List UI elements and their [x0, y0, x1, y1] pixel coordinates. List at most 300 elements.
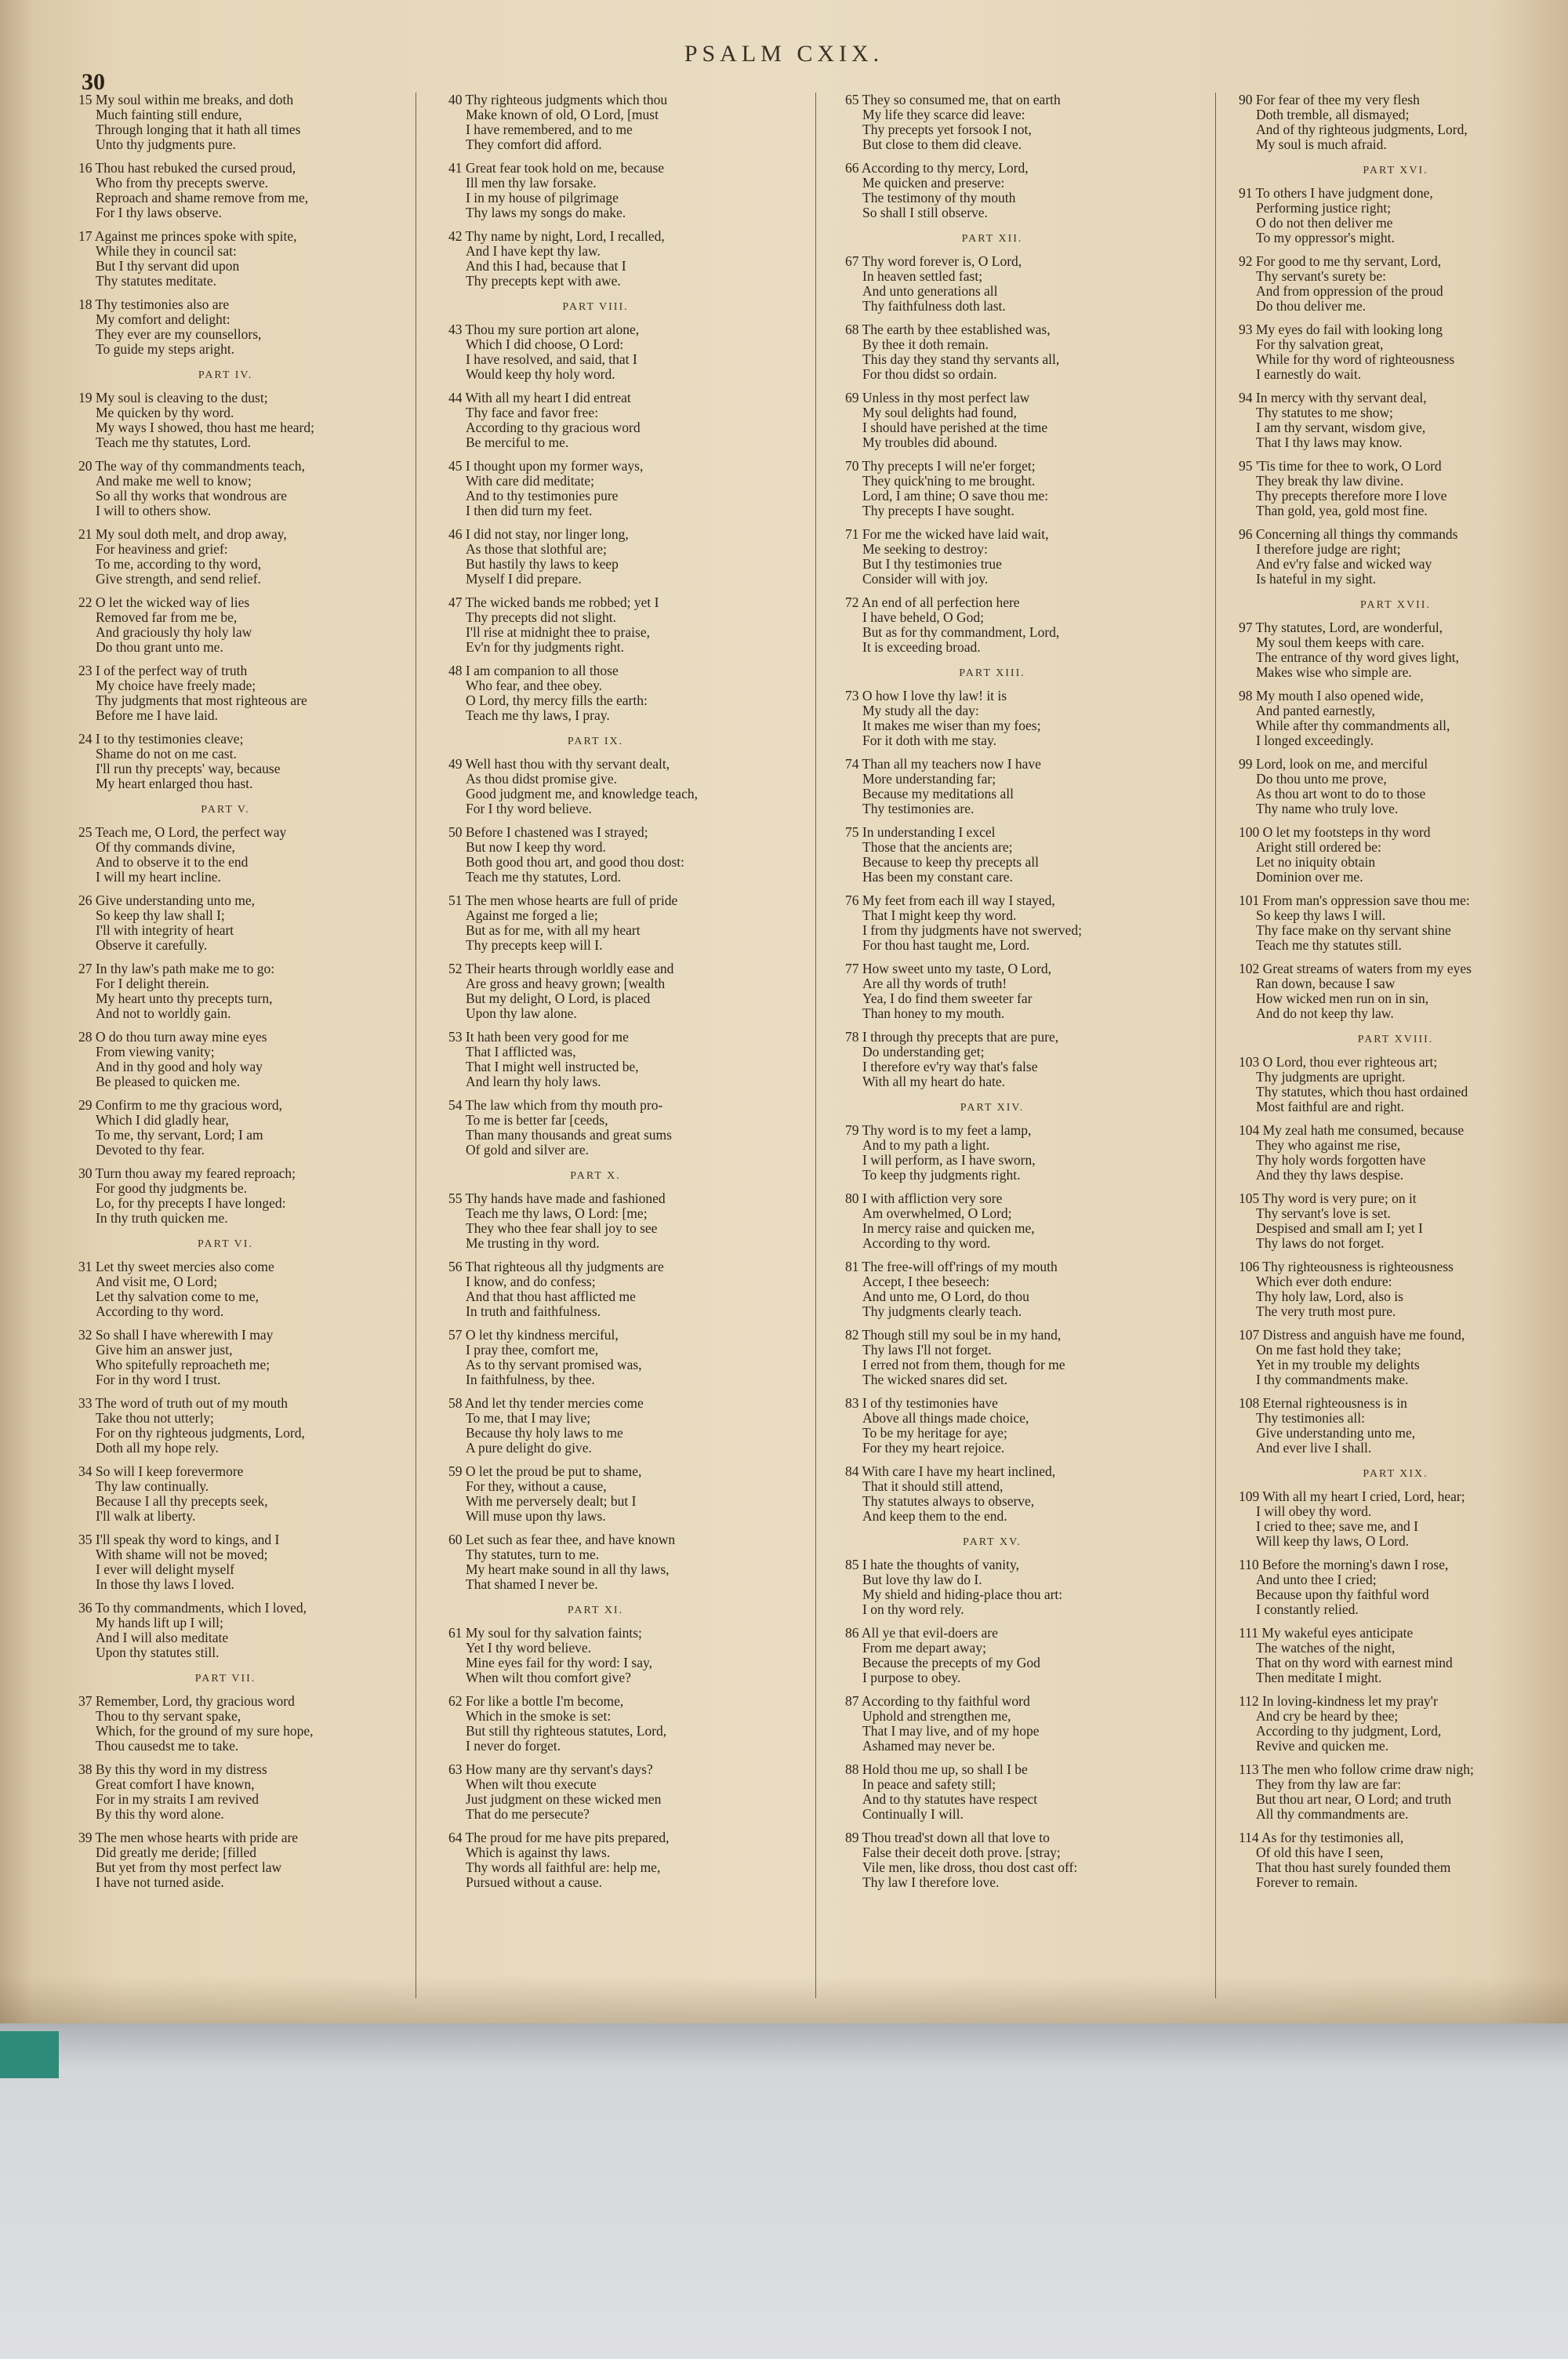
verse-line: Mine eyes fail for thy word: I say, [466, 1656, 652, 1670]
verse-line: As to thy servant promised was, [466, 1358, 642, 1372]
part-heading: PART XIX. [1363, 1468, 1428, 1480]
verse-line: Of gold and silver are. [466, 1143, 589, 1158]
verse [845, 1396, 1139, 1456]
verse [448, 1694, 742, 1754]
verse-line: 29 Confirm to me thy gracious word, [78, 1098, 283, 1113]
verse-line: To my oppressor's might. [1256, 231, 1395, 245]
verse-line: My study all the day: [862, 703, 979, 718]
verse-line: So keep thy laws I will. [1256, 908, 1386, 923]
verse-line: Ev'n for thy judgments right. [466, 640, 624, 655]
verse-line: From viewing vanity; [96, 1045, 215, 1060]
verse-line: 73 O how I love thy law! it is [845, 689, 1007, 703]
verse [845, 1694, 1139, 1754]
verse [448, 663, 742, 723]
verse-line: Observe it carefully. [96, 938, 208, 953]
part-heading: PART VI. [198, 1238, 253, 1250]
verse-line: 19 My soul is cleaving to the dust; [78, 391, 268, 405]
verse-line: 96 Concerning all things thy commands [1239, 527, 1458, 542]
text-column-2 [448, 93, 742, 1899]
verse [448, 825, 742, 885]
verse-line: 109 With all my heart I cried, Lord, hear; [1239, 1489, 1465, 1504]
verse-line: Do understanding get; [862, 1045, 985, 1060]
verse [845, 1464, 1139, 1524]
verse-line: While they in council sat: [96, 244, 237, 259]
verse-line: 91 To others I have judgment done, [1239, 186, 1433, 201]
verse-line: 70 Thy precepts I will ne'er forget; [845, 459, 1036, 474]
verse [1239, 1259, 1552, 1319]
verse [78, 1532, 372, 1592]
verse-line: I have remembered, and to me [466, 122, 633, 137]
verse-line: Which I did choose, O Lord: [466, 337, 624, 352]
verse-line: Which, for the ground of my sure hope, [96, 1724, 314, 1739]
part-heading: PART IV. [198, 369, 253, 381]
verse-line: Thy law continually. [96, 1479, 209, 1494]
verse-line: 68 The earth by thee established was, [845, 322, 1051, 337]
verse [1239, 391, 1552, 450]
verse-line: Thy holy words forgotten have [1256, 1153, 1426, 1168]
verse-line: And they thy laws despise. [1256, 1168, 1404, 1183]
verse-line: Are all thy words of truth! [862, 976, 1007, 991]
verse [1239, 1558, 1552, 1617]
verse-line: 89 Thou tread'st down all that love to [845, 1830, 1050, 1845]
verse-line: My heart unto thy precepts turn, [96, 991, 273, 1006]
verse-line: They quick'ning to me brought. [862, 474, 1036, 489]
verse-line: Reproach and shame remove from me, [96, 191, 309, 205]
verse [448, 1762, 742, 1822]
verse-line: Give him an answer just, [96, 1343, 233, 1358]
verse-line: Take thou not utterly; [96, 1411, 214, 1426]
verse-line: But thou art near, O Lord; and truth [1256, 1792, 1452, 1807]
verse-line: More understanding far; [862, 772, 996, 787]
verse-line: Yet in my trouble my delights [1256, 1358, 1420, 1372]
verse-line: 112 In loving-kindness let my pray'r [1239, 1694, 1438, 1709]
part-heading: PART XVII. [1360, 599, 1431, 611]
verse [448, 391, 742, 450]
verse-line: But I thy testimonies true [862, 557, 1002, 572]
verse-line: As those that slothful are; [466, 542, 607, 557]
verse-line: It is exceeding broad. [862, 640, 981, 655]
verse-line: 102 Great streams of waters from my eyes [1239, 961, 1472, 976]
verse [1239, 1123, 1552, 1183]
verse-line: 35 I'll speak thy word to kings, and I [78, 1532, 280, 1547]
verse-line: But now I keep thy word. [466, 840, 606, 855]
verse [78, 595, 372, 655]
verse [448, 1532, 742, 1592]
verse-line: For I thy laws observe. [96, 205, 222, 220]
verse [448, 1464, 742, 1524]
verse-line: Do thou unto me prove, [1256, 772, 1387, 787]
verse-line: My choice have freely made; [96, 678, 256, 693]
verse [448, 1396, 742, 1456]
verse-line: Those that the ancients are; [862, 840, 1013, 855]
verse-line: Me quicken and preserve: [862, 176, 1005, 191]
verse-line: Lo, for thy precepts I have longed: [96, 1196, 286, 1211]
verse-line: 84 With care I have my heart inclined, [845, 1464, 1056, 1479]
verse-line: I know, and do confess; [466, 1274, 596, 1289]
verse-line: Who from thy precepts swerve. [96, 176, 269, 191]
verse-line: And that thou hast afflicted me [466, 1289, 636, 1304]
verse-line: Thy precepts kept with awe. [466, 274, 621, 289]
verse-line: And ever live I shall. [1256, 1441, 1372, 1456]
verse [78, 663, 372, 723]
verse-line: To be my heritage for aye; [862, 1426, 1007, 1441]
part-heading: PART XII. [961, 233, 1023, 245]
verse-line: False their deceit doth prove. [stray; [862, 1845, 1061, 1860]
verse-line: And to my path a light. [862, 1138, 990, 1153]
verse-line: Thy judgments clearly teach. [862, 1304, 1022, 1319]
verse-line: 53 It hath been very good for me [448, 1030, 629, 1045]
verse-line: 42 Thy name by night, Lord, I recalled, [448, 229, 665, 244]
verse [448, 459, 742, 518]
verse [448, 1259, 742, 1319]
part-heading: PART IX. [567, 736, 624, 747]
verse-line: I cried to thee; save me, and I [1256, 1519, 1418, 1534]
verse [78, 1464, 372, 1524]
page-title: PSALM CXIX. [684, 41, 884, 67]
verse-line: 101 From man's oppression save thou me: [1239, 893, 1470, 908]
verse-line: This day they stand thy servants all, [862, 352, 1060, 367]
verse-line: Most faithful are and right. [1256, 1100, 1405, 1114]
verse-line: My heart make sound in all thy laws, [466, 1562, 670, 1577]
verse-line: Which in the smoke is set: [466, 1709, 612, 1724]
verse-line: Teach me thy statutes, Lord. [96, 435, 252, 450]
verse-line: Upon thy statutes still. [96, 1645, 220, 1660]
verse-line: In mercy raise and quicken me, [862, 1221, 1035, 1236]
verse-line: Ill men thy law forsake. [466, 176, 597, 191]
verse [1239, 93, 1552, 152]
verse-line: And do not keep thy law. [1256, 1006, 1394, 1021]
verse-line: According to thy word. [862, 1236, 991, 1251]
verse-line: Teach me thy statutes still. [1256, 938, 1402, 953]
verse-line: 27 In thy law's path make me to go: [78, 961, 275, 976]
verse-line: And I have kept thy law. [466, 244, 601, 259]
verse-line: 78 I through thy precepts that are pure, [845, 1030, 1059, 1045]
verse [845, 391, 1139, 450]
verse-line: Thy statutes to me show; [1256, 405, 1393, 420]
verse-line: 37 Remember, Lord, thy gracious word [78, 1694, 295, 1709]
verse-line: They from thy law are far: [1256, 1777, 1402, 1792]
verse-line: That I might keep thy word. [862, 908, 1017, 923]
verse-line: 92 For good to me thy servant, Lord, [1239, 254, 1442, 269]
verse-line: 56 That righteous all thy judgments are [448, 1259, 664, 1274]
verse-line: In those thy laws I loved. [96, 1577, 234, 1592]
verse-line: That do me persecute? [466, 1807, 590, 1822]
verse [448, 595, 742, 655]
verse-line: Ran down, because I saw [1256, 976, 1396, 991]
verse-line: A pure delight do give. [466, 1441, 592, 1456]
verse-line: From me depart away; [862, 1641, 986, 1656]
verse-line: Do thou grant unto me. [96, 640, 223, 655]
verse [1239, 1626, 1552, 1685]
verse-line: 104 My zeal hath me consumed, because [1239, 1123, 1465, 1138]
verse-line: Just judgment on these wicked men [466, 1792, 662, 1807]
verse-line: 38 By this thy word in my distress [78, 1762, 267, 1777]
verse [1239, 893, 1552, 953]
verse-line: Am overwhelmed, O Lord; [862, 1206, 1012, 1221]
verse-line: I should have perished at the time [862, 420, 1048, 435]
verse-line: My soul them keeps with care. [1256, 635, 1425, 650]
verse-line: 76 My feet from each ill way I stayed, [845, 893, 1055, 908]
verse-line: Thy name who truly love. [1256, 801, 1399, 816]
verse-line: For they my heart rejoice. [862, 1441, 1005, 1456]
verse [845, 1328, 1139, 1387]
part-heading: PART XVIII. [1357, 1034, 1434, 1045]
verse-line: My life they scarce did leave: [862, 107, 1025, 122]
verse-line: But as for thy commandment, Lord, [862, 625, 1060, 640]
verse-line: And ev'ry false and wicked way [1256, 557, 1432, 572]
verse [1239, 1191, 1552, 1251]
verse-line: Accept, I thee beseech: [862, 1274, 990, 1289]
verse-line: O Lord, thy mercy fills the earth: [466, 693, 648, 708]
verse [78, 229, 372, 289]
verse-line: I have beheld, O God; [862, 610, 985, 625]
verse-line: So all thy works that wondrous are [96, 489, 287, 503]
verse [78, 297, 372, 357]
verse-line: 32 So shall I have wherewith I may [78, 1328, 274, 1343]
verse-line: As thou didst promise give. [466, 772, 617, 787]
verse-line: Thy face make on thy servant shine [1256, 923, 1451, 938]
verse-line: 21 My soul doth melt, and drop away, [78, 527, 287, 542]
verse-line: My shield and hiding-place thou art: [862, 1587, 1063, 1602]
verse [78, 732, 372, 791]
verse-line: For heaviness and grief: [96, 542, 228, 557]
verse-line: When wilt thou execute [466, 1777, 597, 1792]
verse-line: 59 O let the proud be put to shame, [448, 1464, 642, 1479]
verse-line: 114 As for thy testimonies all, [1239, 1830, 1404, 1845]
part-heading: PART X. [570, 1170, 621, 1182]
verse-line: Devoted to thy fear. [96, 1143, 205, 1158]
verse-line: Be pleased to quicken me. [96, 1074, 241, 1089]
verse [448, 1626, 742, 1685]
verse-line: Thy servant's surety be: [1256, 269, 1386, 284]
verse-line: 57 O let thy kindness merciful, [448, 1328, 619, 1343]
verse-line: Thy precepts keep will I. [466, 938, 603, 953]
verse [845, 1259, 1139, 1319]
verse-line: Doth tremble, all dismayed; [1256, 107, 1410, 122]
verse-line: My hands lift up I will; [96, 1616, 223, 1630]
verse-line: Because to keep thy precepts all [862, 855, 1039, 870]
verse [845, 595, 1139, 655]
verse-line: Thy laws do not forget. [1256, 1236, 1385, 1251]
verse-line: I pray thee, comfort me, [466, 1343, 599, 1358]
part-heading: PART XV. [963, 1536, 1022, 1548]
verse-line: I earnestly do wait. [1256, 367, 1362, 382]
verse [78, 893, 372, 953]
verse [1239, 1055, 1552, 1114]
verse-line: In thy truth quicken me. [96, 1211, 228, 1226]
verse [78, 1259, 372, 1319]
verse-line: 41 Great fear took hold on me, because [448, 161, 665, 176]
verse-line: 65 They so consumed me, that on earth [845, 93, 1061, 107]
verse [1239, 1396, 1552, 1456]
verse-line: I on thy word rely. [862, 1602, 964, 1617]
verse-line: Do thou deliver me. [1256, 299, 1366, 314]
verse-line: Teach me thy laws, O Lord: [me; [466, 1206, 648, 1221]
verse-line: And I will also meditate [96, 1630, 229, 1645]
verse [1239, 459, 1552, 518]
verse-line: I have resolved, and said, that I [466, 352, 637, 367]
verse-line: For it doth with me stay. [862, 733, 996, 748]
verse-line: I longed exceedingly. [1256, 733, 1374, 748]
verse-line: That it should still attend, [862, 1479, 1004, 1494]
verse-line: 34 So will I keep forevermore [78, 1464, 244, 1479]
verse-line: Before me I have laid. [96, 708, 218, 723]
verse-line: Against me forged a lie; [466, 908, 598, 923]
verse-line: Vile men, like dross, thou dost cast off: [862, 1860, 1078, 1875]
verse [1239, 757, 1552, 816]
verse-line: For thou hast taught me, Lord. [862, 938, 1030, 953]
verse-line: With all my heart do hate. [862, 1074, 1006, 1089]
verse-line: 62 For like a bottle I'm become, [448, 1694, 624, 1709]
verse-line: 99 Lord, look on me, and merciful [1239, 757, 1428, 772]
verse-line: 72 An end of all perfection here [845, 595, 1020, 610]
verse-line: 31 Let thy sweet mercies also come [78, 1259, 274, 1274]
verse-line: It makes me wiser than my foes; [862, 718, 1041, 733]
verse-line: I'll rise at midnight thee to praise, [466, 625, 650, 640]
verse-line: Revive and quicken me. [1256, 1739, 1389, 1754]
verse-line: Despised and small am I; yet I [1256, 1221, 1423, 1236]
verse-line: Both good thou art, and good thou dost: [466, 855, 685, 870]
verse-line: With me perversely dealt; but I [466, 1494, 637, 1509]
verse-line: 60 Let such as fear thee, and have known [448, 1532, 676, 1547]
verse-line: Will keep thy laws, O Lord. [1256, 1534, 1410, 1549]
verse [845, 1558, 1139, 1617]
verse [78, 961, 372, 1021]
verse-line: My heart enlarged thou hast. [96, 776, 253, 791]
verse-line: Thy servant's love is set. [1256, 1206, 1391, 1221]
verse-line: Doth all my hope rely. [96, 1441, 219, 1456]
verse-line: Lord, I am thine; O save thou me: [862, 489, 1049, 503]
verse-line: And to thy testimonies pure [466, 489, 619, 503]
verse-line: I will my heart incline. [96, 870, 221, 885]
verse-line: But as for me, with all my heart [466, 923, 641, 938]
verse-line: 15 My soul within me breaks, and doth [78, 93, 294, 107]
verse-line: That thou hast surely founded them [1256, 1860, 1451, 1875]
verse-line: Myself I did prepare. [466, 572, 582, 587]
verse-line: For I delight therein. [96, 976, 209, 991]
verse-line: 82 Though still my soul be in my hand, [845, 1328, 1062, 1343]
verse-line: In faithfulness, by thee. [466, 1372, 595, 1387]
verse-line: 55 Thy hands have made and fashioned [448, 1191, 666, 1206]
verse-line: 43 Thou my sure portion art alone, [448, 322, 640, 337]
verse-line: In truth and faithfulness. [466, 1304, 601, 1319]
verse-line: And of thy righteous judgments, Lord, [1256, 122, 1468, 137]
verse-line: Thy precepts therefore more I love [1256, 489, 1447, 503]
verse-line: And keep them to the end. [862, 1509, 1007, 1524]
verse-line: 87 According to thy faithful word [845, 1694, 1030, 1709]
verse [448, 93, 742, 152]
verse-line: Makes wise who simple are. [1256, 665, 1412, 680]
verse-line: By thee it doth remain. [862, 337, 989, 352]
verse [78, 1030, 372, 1089]
verse-line: Are gross and heavy grown; [wealth [466, 976, 666, 991]
verse-line: But I thy servant did upon [96, 259, 240, 274]
verse-line: Thy law I therefore love. [862, 1875, 1000, 1890]
verse [78, 1396, 372, 1456]
verse-line: Because my meditations all [862, 787, 1014, 801]
verse [448, 1830, 742, 1890]
verse [78, 825, 372, 885]
verse-line: Unto thy judgments pure. [96, 137, 236, 152]
verse-line: Through longing that it hath all times [96, 122, 301, 137]
part-heading: PART XI. [567, 1605, 624, 1616]
verse-line: 108 Eternal righteousness is in [1239, 1396, 1407, 1411]
verse-line: But love thy law do I. [862, 1572, 982, 1587]
verse-line: 83 I of thy testimonies have [845, 1396, 998, 1411]
text-column-3 [845, 93, 1139, 1899]
verse [78, 1098, 372, 1158]
verse-line: I therefore judge are right; [1256, 542, 1401, 557]
verse [78, 391, 372, 450]
verse-line: Thy statutes always to observe, [862, 1494, 1035, 1509]
verse-line: And panted earnestly, [1256, 703, 1375, 718]
verse-line: While after thy commandments all, [1256, 718, 1450, 733]
verse-line: 40 Thy righteous judgments which thou [448, 93, 668, 107]
verse-line: While for thy word of righteousness [1256, 352, 1455, 367]
verse-line: 61 My soul for thy salvation faints; [448, 1626, 642, 1641]
verse-line: 113 The men who follow crime draw nigh; [1239, 1762, 1474, 1777]
verse-line: And from oppression of the proud [1256, 284, 1443, 299]
verse-line: And cry be heard by thee; [1256, 1709, 1399, 1724]
verse-line: 69 Unless in thy most perfect law [845, 391, 1030, 405]
part-heading: PART VII. [194, 1673, 256, 1685]
verse-line: Above all things made choice, [862, 1411, 1029, 1426]
verse [845, 757, 1139, 816]
verse-line: I will obey thy word. [1256, 1504, 1372, 1519]
verse [1239, 961, 1552, 1021]
verse-line: 24 I to thy testimonies cleave; [78, 732, 244, 747]
verse-line: I have not turned aside. [96, 1875, 224, 1890]
verse-line: Of old this have I seen, [1256, 1845, 1384, 1860]
verse-line: Thy laws I'll not forget. [862, 1343, 992, 1358]
verse-line: Thy statutes meditate. [96, 274, 217, 289]
verse-line: 95 'Tis time for thee to work, O Lord [1239, 459, 1442, 474]
column-divider [815, 93, 816, 1998]
verse-line: Thy faithfulness doth last. [862, 299, 1006, 314]
verse [845, 93, 1139, 152]
verse-line: 98 My mouth I also opened wide, [1239, 689, 1424, 703]
verse-line: And unto me, O Lord, do thou [862, 1289, 1029, 1304]
verse-line: And in thy good and holy way [96, 1060, 263, 1074]
verse-line: And graciously thy holy law [96, 625, 252, 640]
verse-line: By this thy word alone. [96, 1807, 224, 1822]
verse-line: Aright still ordered be: [1256, 840, 1381, 855]
verse [1239, 1762, 1552, 1822]
verse [78, 1328, 372, 1387]
verse-line: For they, without a cause, [466, 1479, 607, 1494]
verse [78, 527, 372, 587]
verse-line: On me fast hold they take; [1256, 1343, 1402, 1358]
verse-line: 80 I with affliction very sore [845, 1191, 1003, 1206]
verse-line: Did greatly me deride; [filled [96, 1845, 257, 1860]
verse-line: Thy precepts did not slight. [466, 610, 616, 625]
verse [78, 1166, 372, 1226]
verse-line: As thou art wont to do to those [1256, 787, 1426, 801]
verse-line: Much fainting still endure, [96, 107, 242, 122]
verse-line: I erred not from them, though for me [862, 1358, 1065, 1372]
verse-line: The watches of the night, [1256, 1641, 1396, 1656]
verse-line: Of thy commands divine, [96, 840, 235, 855]
verse-line: 71 For me the wicked have laid wait, [845, 527, 1049, 542]
verse-line: And to thy statutes have respect [862, 1792, 1038, 1807]
text-column-4 [1239, 93, 1552, 1899]
verse-line: 106 Thy righteousness is righteousness [1239, 1259, 1454, 1274]
verse-line: To me, that I may live; [466, 1411, 591, 1426]
verse [448, 757, 742, 816]
column-divider [1215, 93, 1216, 1998]
verse [1239, 1328, 1552, 1387]
verse-line: And unto thee I cried; [1256, 1572, 1377, 1587]
